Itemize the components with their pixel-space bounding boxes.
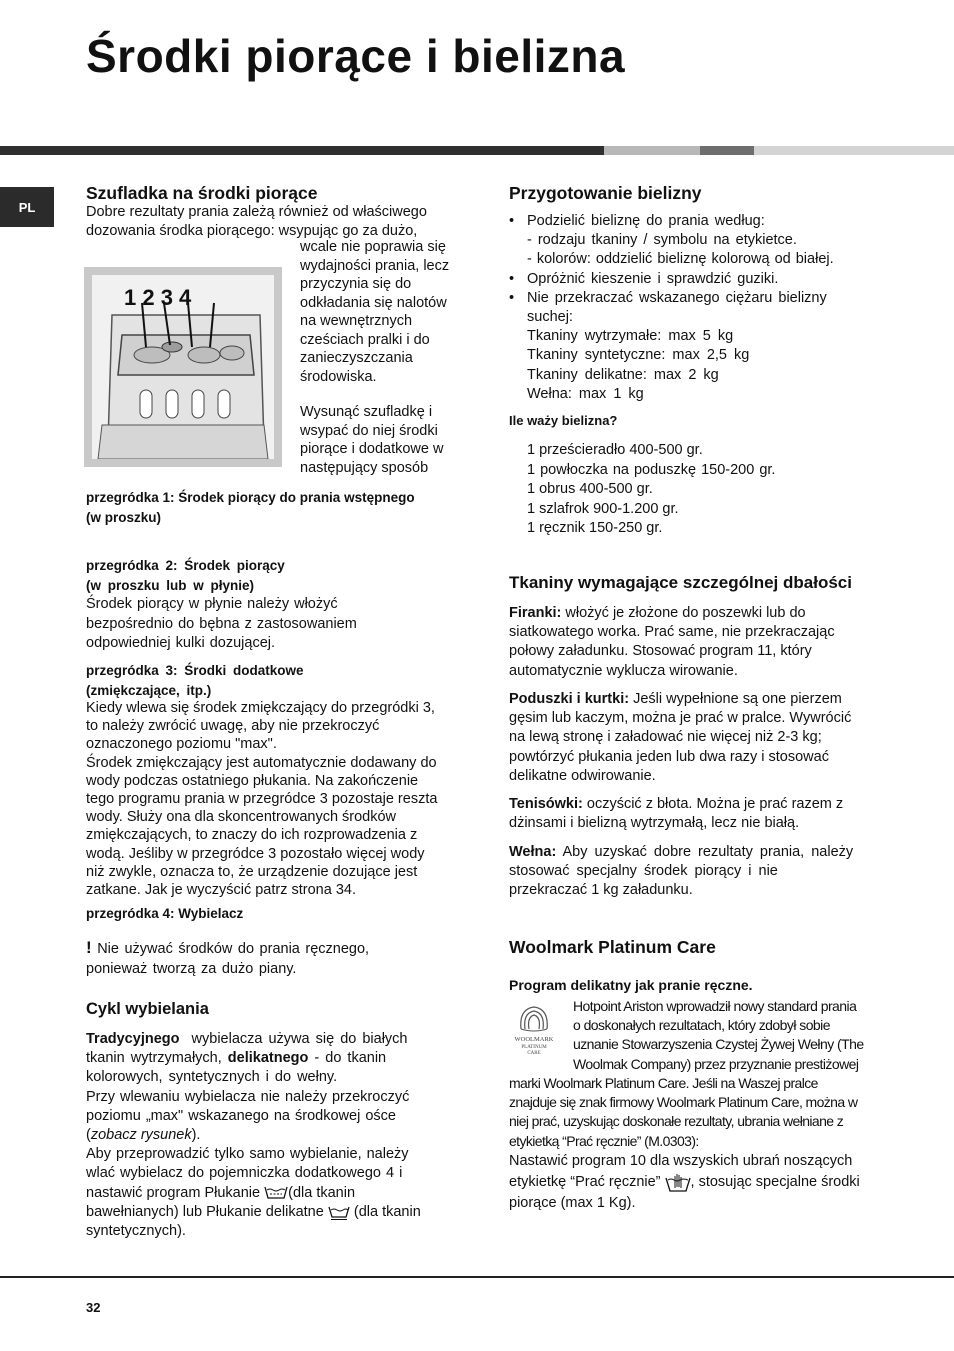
text-line: etykietką “Prać ręcznie” (M.0303):: [509, 1132, 699, 1149]
hand-wash-icon: [665, 1172, 691, 1192]
woolmark-logo: [509, 1003, 559, 1059]
text-line: kolorowych, syntetycznych i do wełny.: [86, 1069, 338, 1086]
wrap-line: piorące i dodatkowe w: [300, 441, 444, 457]
warning-text: Nie używać środków do prania ręcznego,: [97, 941, 370, 957]
detergent-drawer-figure: [84, 267, 282, 467]
header-bar-dark: [0, 146, 604, 155]
compartment-2: [86, 556, 466, 654]
compartment-1-label: przegródka 1: Środek piorący do prania wstępnego: [86, 490, 415, 505]
woolmark-heading: Woolmark Platinum Care: [509, 937, 716, 957]
text-run: (dla tkanin: [353, 1203, 421, 1220]
woolmark-subheading: Program delikatny jak pranie ręczne.: [509, 977, 753, 993]
warning-icon: !: [86, 938, 92, 957]
weight-item: Tkaniny delikatne: max 2 kg: [527, 366, 719, 383]
wrap-line: wsypać do niej środki: [300, 422, 438, 439]
woolmark-wrap-text: [573, 997, 893, 1074]
list-item: 1 szlafrok 900-1.200 gr.: [527, 500, 679, 517]
text-run: tkanin wytrzymałych,: [86, 1050, 222, 1067]
list-item: 1 ręcznik 150-250 gr.: [527, 520, 663, 536]
text-run: Jeśli wypełnione są one pierzem: [633, 691, 842, 707]
weights-list: [527, 441, 887, 539]
bleach-text: [86, 1030, 466, 1241]
compartment-2-label: przegródka 2: Środek piorący: [86, 558, 285, 573]
compartment-1-label: (w proszku): [86, 510, 162, 525]
list-subitem: suchej:: [527, 309, 573, 326]
wrap-line: wydajności prania, lecz: [300, 257, 450, 274]
compartment-3: [86, 661, 466, 700]
text-line: połowy załadunku. Stosować program 11, który: [509, 643, 812, 660]
drawer-illustration: [92, 275, 274, 459]
text-run: , stosując specjalne środki: [690, 1174, 860, 1190]
text-line: znajduje się znak firmowy Woolmark Platinum Care, można w: [509, 1094, 858, 1111]
text-line: niż zwykle, oznacza to, że urządzenie dozujące jest: [86, 863, 418, 880]
compartment-2-label: (w proszku lub w płynie): [86, 577, 255, 593]
text-line: delikatne odwirowanie.: [509, 767, 656, 784]
list-subitem: - rodzaju tkaniny / symbolu na etykietce.: [527, 232, 797, 249]
header-bar-light: [604, 146, 700, 155]
woolmark-logo-text: CARE: [527, 1051, 541, 1056]
text-run: ).: [191, 1127, 201, 1144]
text-run: wybielacza używa się do białych: [191, 1031, 408, 1047]
drawer-heading: Szufladka na środki piorące: [86, 183, 318, 203]
text-run: Aby uzyskać dobre rezultaty prania, należy: [562, 844, 854, 860]
wrap-line: następujący sposób: [300, 459, 429, 476]
header-bar-mid: [700, 146, 754, 155]
text-line: Woolmak Company) przez przyznanie prestiżowej: [573, 1055, 859, 1072]
text-line: zmiękczających, to znaczy do ich rozprowadzenia z: [86, 827, 418, 844]
text-line: Aby przeprowadzić tylko samo wybielanie, należy: [86, 1146, 409, 1163]
text-line: Nastawić program 10 dla wszyskich ubrań noszących: [509, 1153, 853, 1169]
woolmark-logo-text: WOOLMARK: [514, 1036, 554, 1043]
text-line: siatkowatego worka. Prać same, nie przekraczając: [509, 624, 835, 641]
text-line: Środek zmiękczający jest automatycznie dodawany do: [86, 754, 437, 771]
compartment-3-label: przegródka 3: Środki dodatkowe: [86, 663, 304, 678]
text-line: syntetycznych).: [86, 1223, 186, 1240]
curtains-text: [509, 604, 889, 681]
weights-subheading: Ile waży bielizna?: [509, 413, 618, 428]
bold-term: Poduszki i kurtki:: [509, 691, 630, 707]
text-line: o doskonałych rezultatach, który zdobył sobie: [573, 1017, 830, 1034]
page-title: Środki piorące i bielizna: [86, 30, 626, 82]
list-item: • Nie przekraczać wskazanego ciężaru bielizny: [509, 289, 889, 308]
text-line: wody podczas ostatniego płukania. Na zakończenie: [86, 772, 419, 789]
drawer-intro-line: dozowania środka piorącego: wsypując go za dużo,: [86, 222, 418, 239]
text-run: włożyć je złożone do poszewki lub do: [565, 605, 806, 621]
weight-item: Tkaniny wytrzymałe: max 5 kg: [527, 328, 734, 345]
italic-ref: zobacz rysunek: [90, 1127, 192, 1144]
woolmark-icon: [509, 1003, 559, 1059]
text-line: poziomu „max" wskazanego na środkowej ośce: [86, 1107, 396, 1124]
bold-term: Wełna:: [509, 844, 557, 860]
wrap-line: przyczynia się do: [300, 276, 412, 292]
compartment-2-text: Środek piorący w płynie należy włożyć: [86, 596, 338, 612]
list-item: 1 powłoczka na poduszkę 150-200 gr.: [527, 461, 776, 478]
rinse-icon: [264, 1185, 288, 1200]
text-line: uznanie Stowarzyszenia Czystej Żywej Wełny (The: [573, 1036, 864, 1053]
text-line: przekraczać 1 kg załadunku.: [509, 882, 693, 899]
wool-text: [509, 843, 889, 901]
page-number: 32: [86, 1300, 101, 1315]
wrap-line: cześciach pralki i do: [300, 331, 430, 348]
text-line: stosować specjalny środek piorący i nie: [509, 863, 778, 880]
text-line: na lewą stronę i załadować nie więcej niż 2-3 kg;: [509, 729, 822, 746]
list-item: • Opróżnić kieszenie i sprawdzić guziki.: [509, 270, 889, 289]
delicate-rinse-icon: [328, 1205, 350, 1220]
compartment-numbers: 1 2 3 4: [124, 285, 192, 310]
weight-item: Tkaniny syntetyczne: max 2,5 kg: [527, 347, 750, 364]
text-run: nastawić program Płukanie: [86, 1184, 261, 1201]
woolmark-logo-text: PLATINUM: [521, 1045, 547, 1050]
warning-note: [86, 938, 466, 979]
text-line: Kiedy wlewa się środek zmiękczający do przegródki 3,: [86, 700, 435, 716]
drawer-intro-line: Dobre rezultaty prania zależą również od właściwego: [86, 204, 427, 220]
text-line: wlać wybielacz do pojemniczka dodatkowego 4 i: [86, 1165, 403, 1182]
drawer-wrap-text: [300, 238, 465, 477]
compartment-2-text: bezpośrednio do bębna z zastosowaniem: [86, 615, 357, 632]
prep-list: [509, 212, 889, 404]
compartment-3-text: [86, 699, 466, 899]
text-line: wody. Służy ona dla skoncentrowanych środków: [86, 809, 397, 826]
bold-term: Tradycyjnego: [86, 1031, 180, 1047]
text-line: niej prać, uzyskując doskonałe rezultaty, ubrania wełniane z: [509, 1113, 844, 1130]
text-run: (: [86, 1127, 91, 1144]
text-line: gęsim lub kaczym, można je prać w pralce. Wywrócić: [509, 710, 852, 727]
text-line: powtórzyć płukania jeden lub dwa razy i stosować: [509, 748, 829, 765]
compartment-1: [86, 488, 466, 528]
list-item: 1 prześcieradło 400-500 gr.: [527, 442, 703, 458]
compartment-4-label: przegródka 4: Wybielacz: [86, 906, 244, 921]
text-line: dżinsami i bielizną wytrzymałą, lecz nie białą.: [509, 815, 800, 832]
wrap-line: Wysunąć szufladkę i: [300, 404, 433, 420]
text-line: Przy wlewaniu wybielacza nie należy przekroczyć: [86, 1088, 410, 1105]
woolmark-instructions: [509, 1151, 894, 1214]
wrap-line: zanieczyszczania: [300, 350, 413, 366]
text-run: (dla tkanin: [288, 1184, 356, 1201]
compartment-3-label: (zmiękczające, itp.): [86, 682, 212, 698]
text-line: Hotpoint Ariston wprowadził nowy standard prania: [573, 998, 857, 1014]
woolmark-body-text: [509, 1074, 894, 1151]
header-bar-pale: [754, 146, 954, 155]
language-tab: PL: [0, 187, 54, 227]
list-item: • Podzielić bieliznę do prania według:: [509, 212, 889, 231]
list-subitem: - kolorów: oddzielić bieliznę kolorową od białej.: [527, 251, 834, 268]
bleach-heading: Cykl wybielania: [86, 1000, 209, 1018]
drawer-intro: [86, 203, 466, 240]
text-line: wodą. Jeśliby w przegródce 3 pozostało więcej wody: [86, 845, 425, 862]
pillows-text: [509, 690, 889, 786]
text-run: - do tkanin: [314, 1050, 387, 1067]
warning-text: ponieważ tworzą za dużo piany.: [86, 960, 297, 977]
footer-rule: [0, 1276, 954, 1278]
wrap-line: środowiska.: [300, 368, 377, 385]
prep-heading: Przygotowanie bielizny: [509, 183, 702, 203]
text-line: marki Woolmark Platinum Care. Jeśli na Waszej pralce: [509, 1075, 818, 1091]
text-run: bawełnianych) lub Płukanie delikatne: [86, 1203, 324, 1220]
bold-term: delikatnego: [227, 1050, 309, 1067]
text-line: to należy zwrócić uwagę, aby nie przekroczyć: [86, 718, 380, 735]
compartment-2-text: odpowiedniej kulki dozującej.: [86, 635, 276, 651]
special-heading: Tkaniny wymagające szczególnej dbałości: [509, 573, 852, 592]
bold-term: Tenisówki:: [509, 796, 583, 812]
text-run: oczyścić z błota. Można je prać razem z: [586, 796, 844, 812]
bold-term: Firanki:: [509, 605, 562, 621]
text-line: automatycznie wyklucza wirowanie.: [509, 662, 738, 679]
text-run: etykietkę “Prać ręcznie”: [509, 1174, 661, 1190]
text-line: zatkane. Jak je wyczyścić patrz strona 34.: [86, 882, 356, 899]
sneakers-text: [509, 795, 889, 833]
list-item: 1 obrus 400-500 gr.: [527, 481, 653, 497]
text-line: tego programu prania w przegródce 3 pozostaje reszta: [86, 791, 438, 808]
wrap-line: wcale nie poprawia się: [300, 239, 446, 255]
wrap-line: odkładania się nalotów: [300, 294, 447, 311]
text-line: piorące (max 1 Kg).: [509, 1195, 636, 1211]
weight-item: Wełna: max 1 kg: [527, 385, 644, 402]
wrap-line: na wewnętrznych: [300, 313, 413, 329]
text-line: oznaczonego poziomu "max".: [86, 736, 277, 753]
